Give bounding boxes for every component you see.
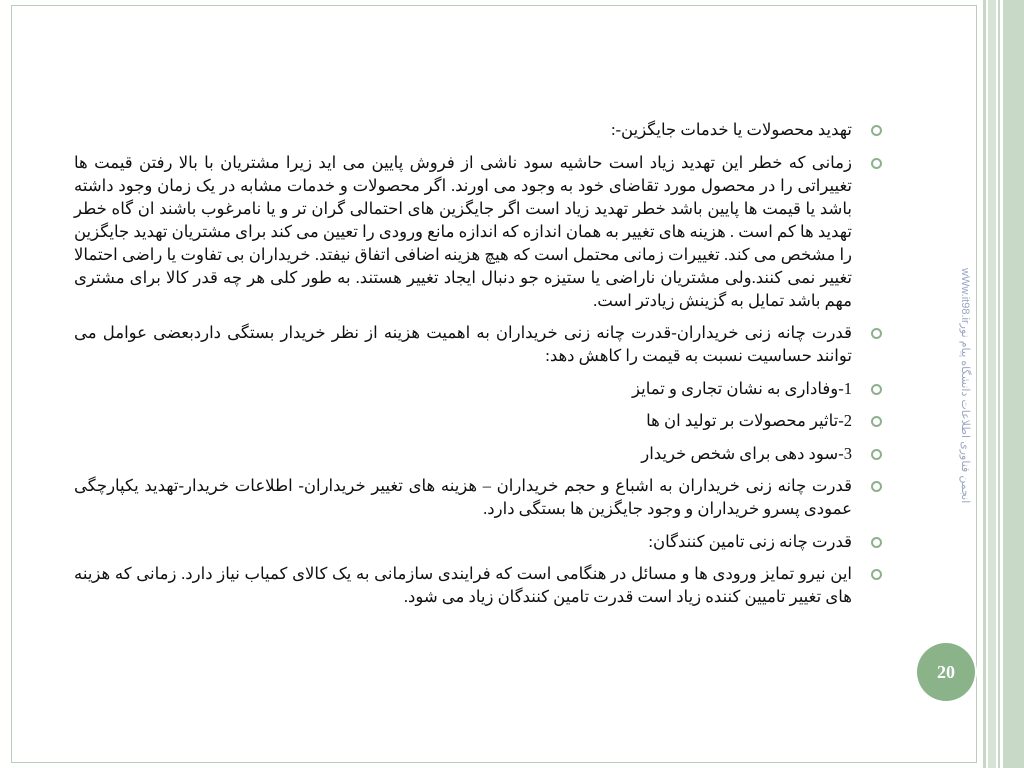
bullet-circle-icon — [871, 384, 882, 395]
bullet-circle-icon — [871, 481, 882, 492]
list-item — [74, 562, 882, 608]
bullet-text: این نیرو تمایز ورودی ها و مسائل در هنگامی است که فرایندی سازمانی به یک کالای کمیاب نیاز دارد. زمانی که هزینه های تغییر تامیین کننده زیاد است قدرت تامین کنندگان زیاد می شود. — [74, 564, 852, 606]
list-item — [74, 474, 882, 520]
decorative-stripe — [998, 0, 1000, 768]
decorative-stripe — [988, 0, 996, 768]
list-item — [74, 151, 882, 312]
bullet-text: قدرت چانه زنی تامین کنندگان: — [648, 531, 852, 551]
bullet-circle-icon — [871, 328, 882, 339]
page-number-badge: 20 — [917, 643, 975, 701]
bullet-text: 2-تاثیر محصولات بر تولید ان ها — [646, 411, 852, 430]
bullet-circle-icon — [871, 537, 882, 548]
list-item — [74, 530, 882, 553]
decorative-stripe — [983, 0, 986, 768]
list-item — [74, 409, 882, 432]
list-item — [74, 442, 882, 465]
bullet-text: 3-سود دهی برای شخص خریدار — [641, 443, 852, 463]
list-item — [74, 321, 882, 367]
side-watermark-text: wWw.it98.irانجمن فناوری اطلاعات دانشگاه پیام نور — [959, 268, 971, 504]
decorative-stripe — [1003, 0, 1024, 768]
bullet-circle-icon — [871, 158, 882, 169]
bullet-circle-icon — [871, 125, 882, 136]
bullet-text: زمانی که خطر این تهدید زیاد است حاشیه سود ناشی از فروش پایین می اید زیرا مشتریان با بالا رفتن قیمت ها تغییراتی را در محصول مورد تقاضای خود به وجود می اورند. اگر محصولات و خدمات مشابه در یک زمان وجود داشته باشد یا قیمت ها پایین باشد خطر تهدید زیاد است اگر جایگزین های احتمالی گران تر و یا نامرغوب باشند ان گاه خطر تهدید ها کم است . هزینه های تغییر به همان اندازه که اندازه مانع ورودی را تعیین می کند برای مشتریان تهدید جایگزین را مشخص می کند. تغییرات زمانی محتمل است که هیچ هزینه اضافی اتفاق نیفتد. خریداران بی تفاوت یا راضی احتمالا تغییر نمی کنند.ولی مشتریان ناراضی یا ستیزه جو دنبال ایجاد تغییر هستند. به طور کلی هر چه قدر کالا برای مشتری مهم باشد تمایل به گزینش زیادتر است. — [74, 152, 852, 310]
bullet-circle-icon — [871, 449, 882, 460]
bullet-list — [74, 118, 882, 618]
list-item — [74, 377, 882, 400]
bullet-text: 1-وفاداری به نشان تجاری و تمایز — [632, 378, 852, 398]
bullet-text: تهدید محصولات یا خدمات جایگزین-: — [610, 120, 852, 139]
bullet-circle-icon — [871, 416, 882, 427]
bullet-circle-icon — [871, 569, 882, 580]
bullet-text: قدرت چانه زنی خریداران به اشباع و حجم خریداران – هزینه های تغییر خریداران- اطلاعات خریدار-تهدید یکپارچگی عمودی پسرو خریداران و وجود جایگزین ها بستگی دارد. — [74, 476, 852, 518]
list-item — [74, 118, 882, 141]
bullet-text: قدرت چانه زنی خریداران-قدرت چانه زنی خریداران به اهمیت هزینه از نظر خریدار بستگی داردبعضی عوامل می توانند حساسیت نسبت به قیمت را کاهش دهد: — [74, 323, 852, 365]
